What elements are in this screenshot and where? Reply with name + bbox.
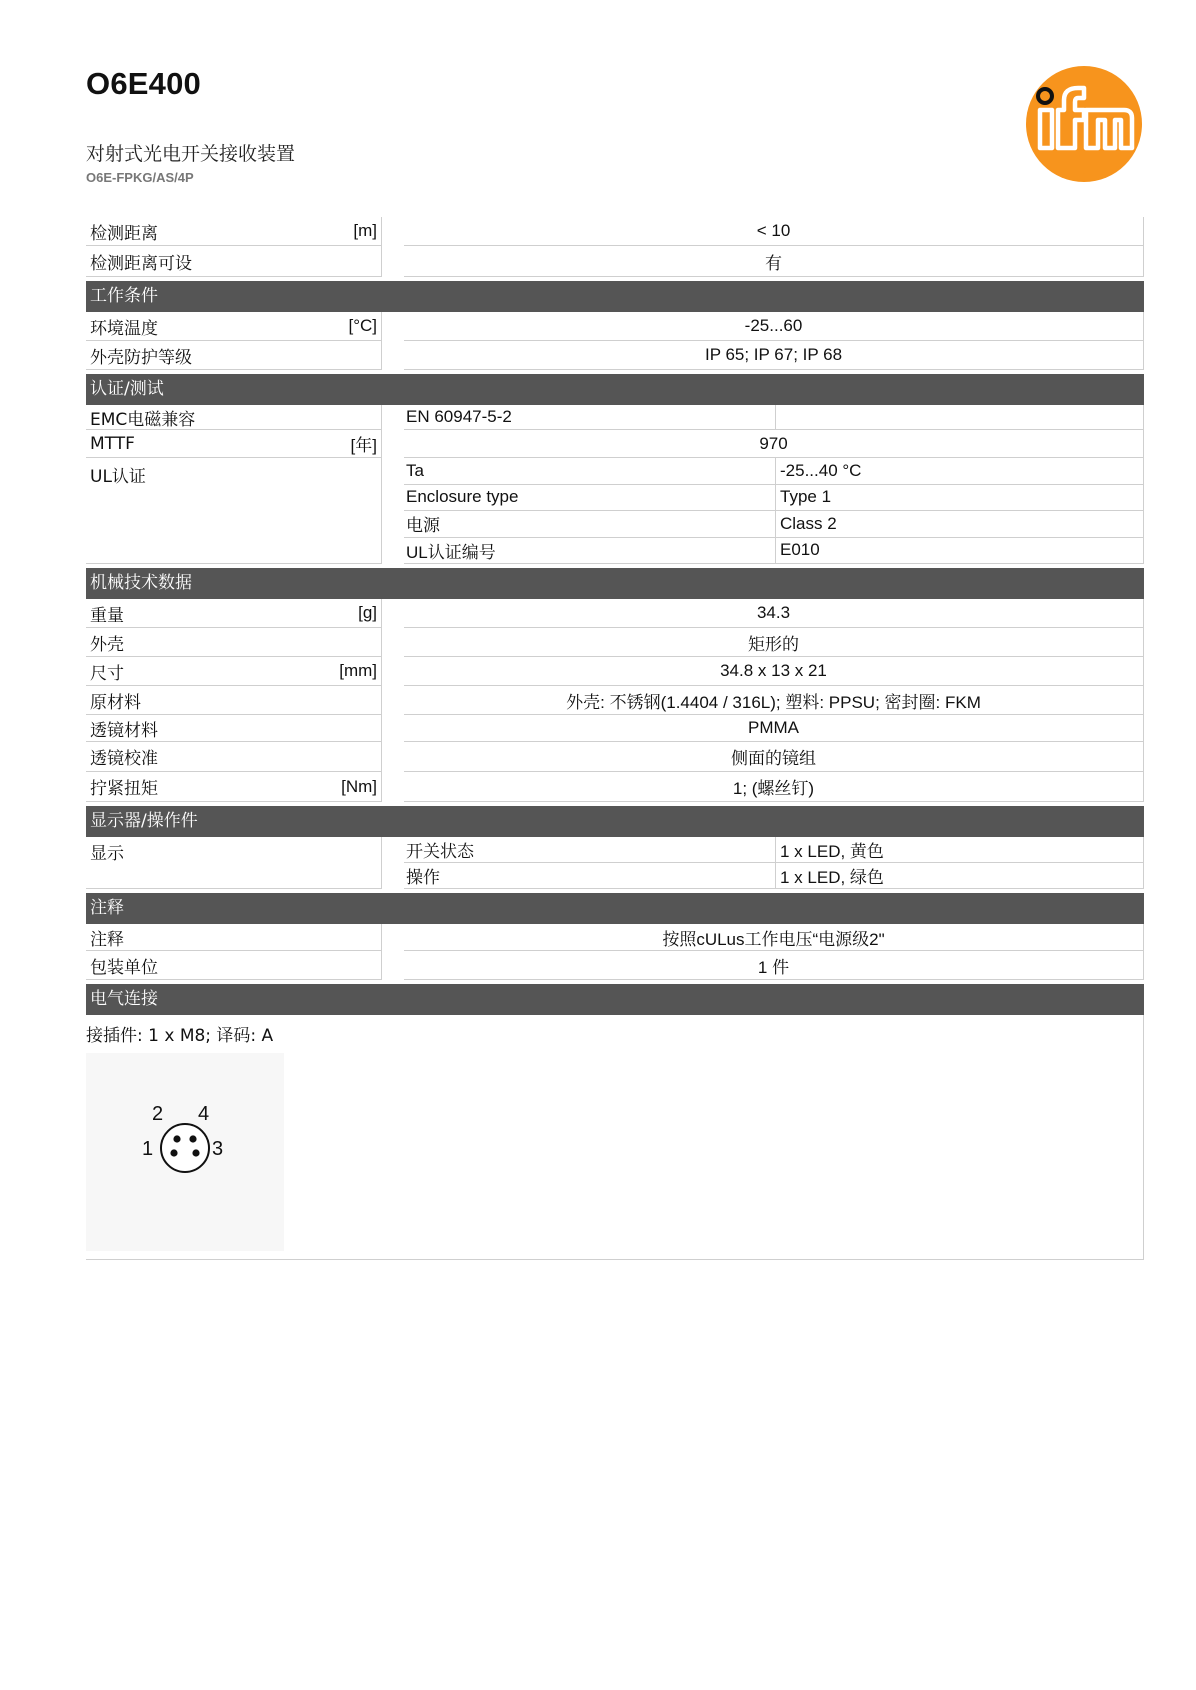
spec-value: IP 65; IP 67; IP 68 — [404, 341, 1144, 370]
section-display: 显示器/操作件 — [86, 806, 1144, 837]
label-text: EMC电磁兼容 — [90, 409, 196, 430]
spec-value: 外壳: 不锈钢(1.4404 / 316L); 塑料: PPSU; 密封圈: FKM — [404, 686, 1144, 715]
spec-row-torque — [86, 772, 1144, 802]
section-electrical: 电气连接 — [86, 984, 1144, 1015]
ul-subrow — [404, 485, 1144, 512]
label-text: 外壳 — [90, 634, 124, 655]
section-approvals: 认证/测试 — [86, 374, 1144, 405]
display-values — [404, 837, 1144, 889]
spec-row-packaging — [86, 951, 1144, 980]
unit-text: [mm] — [339, 661, 377, 680]
spec-value: PMMA — [404, 715, 1144, 742]
ul-key: Enclosure type — [404, 485, 776, 512]
spec-row-materials — [86, 686, 1144, 715]
spec-value: -25...60 — [404, 312, 1144, 341]
spec-row-display — [86, 837, 1144, 889]
spec-row-ambient-temp — [86, 312, 1144, 341]
spec-table — [86, 217, 1144, 1260]
spec-value: 1; (螺丝钉) — [404, 772, 1144, 802]
spec-row-range-adjustable — [86, 246, 1144, 277]
product-title: O6E400 — [86, 66, 201, 101]
display-subrow — [404, 863, 1144, 889]
spec-label — [86, 312, 382, 341]
spec-row-protection — [86, 341, 1144, 370]
section-mechanical: 机械技术数据 — [86, 568, 1144, 599]
spec-row-range — [86, 217, 1144, 246]
ul-subrow — [404, 511, 1144, 538]
spec-label — [86, 837, 382, 889]
display-key: 开关状态 — [404, 837, 776, 863]
display-key: 操作 — [404, 863, 776, 889]
spec-row-lens-material — [86, 715, 1144, 742]
spec-label — [86, 217, 382, 246]
spec-value: 按照cULus工作电压“电源级2" — [404, 924, 1144, 951]
unit-text: [Nm] — [341, 776, 377, 796]
connector-diagram — [86, 1053, 284, 1251]
spec-label — [86, 772, 382, 802]
ul-key: UL认证编号 — [404, 538, 776, 565]
spec-label — [86, 599, 382, 628]
spec-value: < 10 — [404, 217, 1144, 246]
spec-label — [86, 742, 382, 772]
label-text: 原材料 — [90, 692, 141, 713]
spec-value: 矩形的 — [404, 628, 1144, 657]
unit-text: [m] — [353, 221, 377, 240]
pin-1-label: 1 — [142, 1138, 154, 1160]
spec-row-emc — [86, 405, 1144, 430]
spec-label — [86, 657, 382, 686]
label-text: 注释 — [90, 929, 124, 950]
ul-subrow — [404, 538, 1144, 565]
label-text: 拧紧扭矩 — [90, 779, 158, 799]
spec-label — [86, 686, 382, 715]
label-text: 环境温度 — [90, 318, 158, 339]
label-text: 包装单位 — [90, 957, 158, 978]
spec-value: 970 — [404, 430, 1144, 458]
spec-label — [86, 341, 382, 370]
ul-key: 电源 — [404, 511, 776, 538]
unit-text: [°C] — [348, 316, 377, 335]
ul-value: Type 1 — [776, 485, 1144, 512]
spec-row-dimensions — [86, 657, 1144, 686]
m8-pinout-icon — [86, 1053, 284, 1251]
unit-text: [g] — [358, 603, 377, 622]
label-text: 透镜校准 — [90, 749, 158, 769]
display-value: 1 x LED, 绿色 — [776, 863, 1144, 889]
spec-label — [86, 458, 382, 564]
emc-standard: EN 60947-5-2 — [404, 405, 776, 430]
display-subrow — [404, 837, 1144, 863]
spec-label — [86, 951, 382, 980]
spec-label — [86, 430, 382, 458]
spec-value: 侧面的镜组 — [404, 742, 1144, 772]
spec-label — [86, 246, 382, 277]
label-text: 检测距离 — [90, 223, 158, 244]
spec-row-notes — [86, 924, 1144, 951]
label-text: 尺寸 — [90, 663, 124, 684]
spec-label — [86, 405, 382, 430]
spec-row-weight — [86, 599, 1144, 628]
label-text: 检测距离可设 — [90, 253, 192, 274]
display-value: 1 x LED, 黄色 — [776, 837, 1144, 863]
ul-value: Class 2 — [776, 511, 1144, 538]
label-text: MTTF — [90, 433, 135, 454]
connector-description: 接插件: 1 x M8; 译码: A — [86, 1026, 274, 1046]
spec-row-housing — [86, 628, 1144, 657]
ul-subrow — [404, 458, 1144, 485]
spec-value: 1 件 — [404, 951, 1144, 980]
ifm-logo — [1024, 64, 1144, 184]
emc-subrow — [404, 405, 1144, 430]
spec-value: 有 — [404, 246, 1144, 277]
label-text: UL认证 — [90, 467, 146, 487]
spec-label — [86, 715, 382, 742]
spec-row-lens-alignment — [86, 742, 1144, 772]
ul-values — [404, 458, 1144, 564]
logo-text: ifm — [1083, 174, 1085, 175]
pin-2-label: 2 — [152, 1103, 164, 1125]
label-text: 透镜材料 — [90, 720, 158, 741]
label-text: 重量 — [90, 605, 124, 626]
electrical-connection — [86, 1015, 1144, 1260]
pin-4-label: 4 — [198, 1103, 210, 1125]
unit-text: [年] — [350, 436, 377, 455]
emc-values — [404, 405, 1144, 430]
ul-key: Ta — [404, 458, 776, 485]
product-code: O6E-FPKG/AS/4P — [86, 170, 194, 185]
ul-value: E010 — [776, 538, 1144, 565]
label-text: 显示 — [90, 844, 124, 864]
spec-row-ul — [86, 458, 1144, 564]
spec-label — [86, 924, 382, 951]
emc-value — [776, 405, 1144, 430]
spec-row-mttf — [86, 430, 1144, 458]
spec-value: 34.3 — [404, 599, 1144, 628]
section-notes: 注释 — [86, 893, 1144, 924]
label-text: 外壳防护等级 — [90, 347, 192, 368]
spec-label — [86, 628, 382, 657]
product-subtitle: 对射式光电开关接收装置 — [86, 143, 296, 165]
section-operating: 工作条件 — [86, 281, 1144, 312]
pin-3-label: 3 — [212, 1138, 224, 1160]
spec-value: 34.8 x 13 x 21 — [404, 657, 1144, 686]
ul-value: -25...40 °C — [776, 458, 1144, 485]
